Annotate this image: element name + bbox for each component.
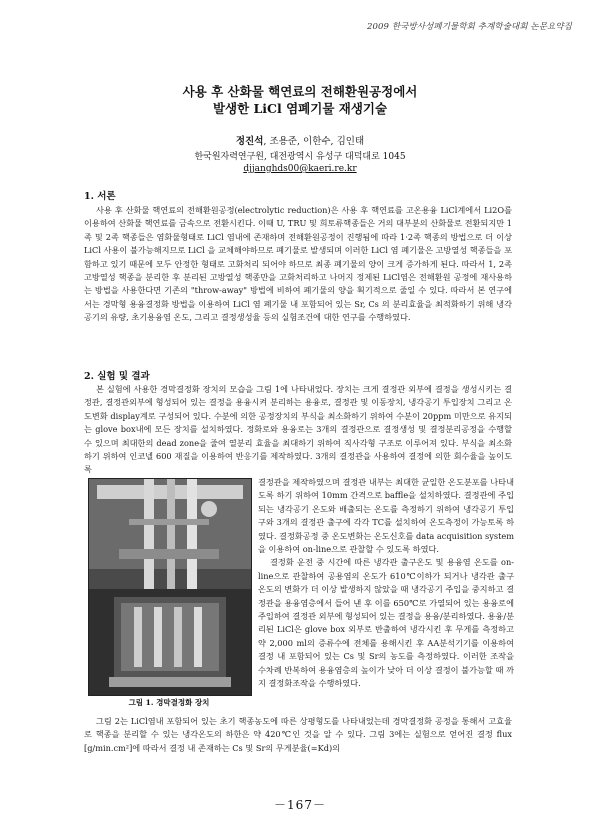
crystallizer-apparatus-image [89, 479, 251, 695]
affiliation: 한국원자력연구원, 대전광역시 유성구 대덕대로 1045 [194, 152, 406, 162]
figure-1-photo [88, 478, 252, 696]
section-heading-experiment: 2. 실험 및 결과 [84, 371, 150, 382]
page-number: －167－ [274, 798, 326, 812]
author-email: djjanghds00@kaeri.re.kr [243, 164, 357, 174]
paragraph: 본 실험에 사용한 경막결정화 장치의 모습을 그림 1에 나타내었다. 장치는 크게 결정관 외부에 결정을 생성시키는 결정관, 결정관외부에 형성되어 있는 결정을 용융시켜 분리하는 용융로, 결정관 및 이동장치, 냉각공기 투입장치 그리고 온도변화 display계로 구성되어 있다. 수분에 의한 공정장치의 부식을 최소화하기 위하여 수분이 20ppm 미만으로 유지되는 glove box내에 모든 장치를 설치하였다. 정화로와 용융로는 3개의 결정관으로 결정생성 및 결정분리공정을 수행할 수 있으며 최대한의 dead zone을 줄여 열분리 효율을 최대하기 위하여 직사각형 구조로 이루어져 있다. 부식을 최소화하기 위하여 인코넬 600 재질을 이용하여 반응기를 제작하였다. 3개의 결정관을 사용하여 결정에 의한 회수율을 높이도록 [84, 384, 512, 475]
paragraph: 결정화 운전 중 시간에 따른 냉각관 출구온도 및 용융염 온도를 on-line으로 관찰하여 공용염의 온도가 610℃이하가 되거나 냉각관 출구온도의 변화가 더 이상 발생하지 않았을 때 냉각공기 주입을 중지하고 결정관을 용융염층에서 들어 낸 후 이를 650℃로 가열되어 있는 용융로에 주입하여 결정관 외부에 형성되어 있는 결정을 용융/분리하였다. 용융/분리된 LiCl은 glove box 외부로 반출하여 냉각시킨 후 무게를 측정하고 약 2,000 ml의 증류수에 전체를 용해시킨 후 AA분석기기를 이용하여 결정 내 포함되어 있는 Cs 및 Sr의 농도를 측정하였다. 이러한 조작을 수차례 반복하여 용융염층의 높이가 낮아 더 이상 결정이 불가능할 때 까지 결정화조작을 수행하였다. [258, 557, 514, 689]
conference-header: 2009 한국방사성폐기물학회 추계학술대회 논문요약집 [367, 22, 572, 32]
paragraph: 사용 후 산화물 핵연료의 전해환원공정(electrolytic reduction)은 사용 후 핵연료를 고온용융 LiCl계에서 Li2O를 이용하여 산화물 핵연료를 금속으로 전환시킨다. 이때 U, TRU 및 희토류핵종들은 거의 대부분의 산화물로 전환되지만 1족 및 2족 핵종들은 염화물형태로 LiCl 염내에 존재하며 전해환원공정이 진행됨에 따라 1·2족 핵종의 방법으로 더 이상 LiCl 사용이 불가능해지므로 LiCl 을 교체해야하므로 폐기물로 발생되며 이러한 LiCl 염 폐기물은 고방열성 핵종들을 포함하고 있기 때문에 모두 안정한 형태로 고화처리 되어야 하므로 최종 폐기물의 양이 크게 증가하게 된다. 따라서 1, 2족 고방열성 핵종을 분리한 후 분리된 고방열성 핵종만을 고화처리하고 나머지 정제된 LiCl염은 전해환원 공정에 재사용하는 방법을 사용한다면 기존의 "throw-away" 방법에 비하여 폐기물의 양을 획기적으로 줄일 수 있다. 따라서 본 연구에서는 경막형 용융결정화 방법을 이용하여 LiCl 염 폐기물 내 포함되어 있는 Sr, Cs 의 분리효율을 최적화하기 위해 냉각공기의 유량, 초기용융염 온도, 그리고 결정생성율 등의 실험조건에 대한 연구를 수행하였다. [84, 205, 512, 323]
paragraph: 결정관을 제작하였으며 결정관 내부는 최대한 균일한 온도분포를 나타내도록 하기 위하여 10mm 간격으로 baffle을 설치하였다. 결정관에 주입되는 냉각공기 온도와 배출되는 온도를 측정하기 위하여 냉각공기 투입구와 3개의 결정관 출구에 각각 TC를 설치하여 온도측정이 가능토록 하였다. 결정화공정 중 온도변화는 온도신호를 data acquisition system을 이용하여 on-line으로 관찰할 수 있도록 하였다. [258, 477, 514, 555]
paragraph: 그림 2는 LiCl염내 포함되어 있는 초기 핵종농도에 따른 상평형도를 나타내었는데 경막결정화 공정을 통해서 고효율로 핵종을 분리할 수 있는 냉각온도의 하한은 약 420℃인 것을 알 수 있다. 그림 3에는 실험으로 얻어진 결정 flux [g/min.cm²]에 따라서 결정 내 존재하는 Cs 및 Sr의 무게분율(=Kd)의 [84, 716, 512, 753]
experiment-text-full-width [84, 383, 512, 477]
figure-1-caption: 그림 1. 경막결정화 장치 [128, 698, 210, 707]
paper-title-line2: 발생한 LiCl 염폐기물 재생기술 [212, 101, 388, 116]
introduction-text [84, 204, 512, 325]
paper-title-line1: 사용 후 산화물 핵연료의 전해환원공정에서 [182, 84, 418, 99]
experiment-text-bottom [84, 715, 512, 755]
lead-author: 정진석 [235, 136, 264, 147]
author-list [0, 133, 600, 147]
experiment-text-beside-figure [258, 476, 514, 691]
section-heading-introduction: 1. 서론 [84, 191, 116, 202]
co-authors: , 조용준, 이한수, 김인태 [263, 136, 365, 147]
